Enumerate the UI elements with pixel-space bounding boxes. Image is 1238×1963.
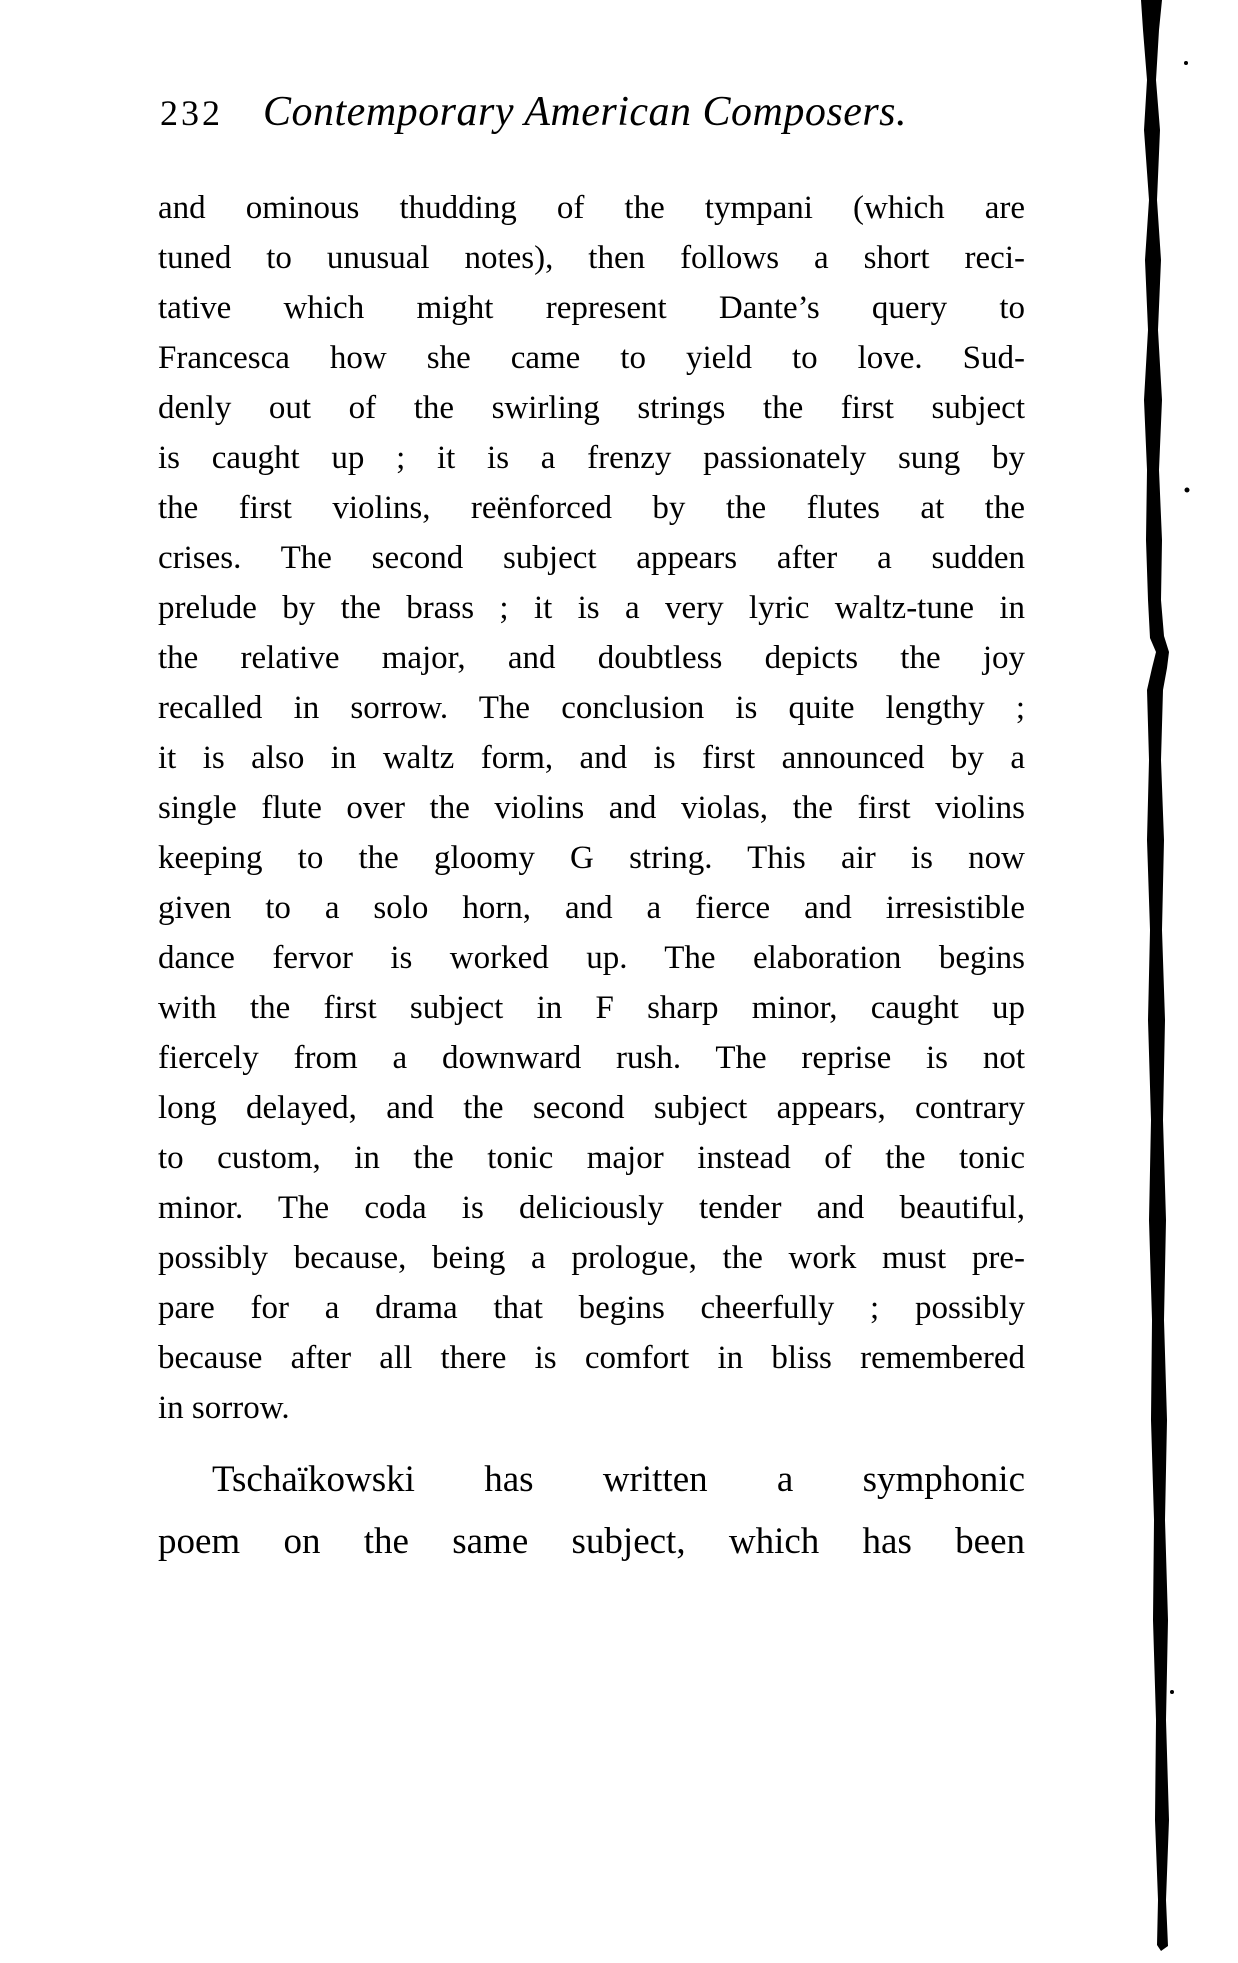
text-line: and ominous thudding of the tympani (which are [158,190,1025,226]
text-line: prelude by the brass ; it is a very lyric waltz-tune in [158,590,1025,626]
text-line: tative which might represent Dante’s query to [158,290,1025,326]
text-line: long delayed, and the second subject appears, contrary [158,1090,1025,1126]
page-number: 232 [160,93,223,133]
text-line: in sorrow. [158,1390,290,1426]
text-line: fiercely from a downward rush. The reprise is not [158,1040,1025,1076]
text-line: because after all there is comfort in bliss remembered [158,1340,1025,1376]
scan-speck [1185,488,1190,493]
text-line: it is also in waltz form, and is first announced by a [158,740,1025,776]
text-line: crises. The second subject appears after a sudden [158,540,1025,576]
text-line: with the first subject in F sharp minor, caught up [158,990,1025,1026]
text-line: the relative major, and doubtless depicts the joy [158,640,1025,676]
scan-speck [1170,1690,1174,1694]
text-line: single flute over the violins and violas, the first violins [158,790,1025,826]
text-line: to custom, in the tonic major instead of the tonic [158,1140,1025,1176]
text-line: tuned to unusual notes), then follows a short reci- [158,240,1025,276]
text-line: given to a solo horn, and a fierce and irresistible [158,890,1025,926]
text-line: denly out of the swirling strings the first subject [158,390,1025,426]
text-line: is caught up ; it is a frenzy passionately sung by [158,440,1025,476]
text-line: keeping to the gloomy G string. This air is now [158,840,1025,876]
text-line: dance fervor is worked up. The elaboration begins [158,940,1025,976]
closing-paragraph [158,1449,1025,1573]
running-head [160,88,1025,136]
text-line: recalled in sorrow. The conclusion is quite lengthy ; [158,690,1025,726]
text-line: Tschaïkowski has written a symphonic [212,1459,1025,1500]
text-line: possibly because, being a prologue, the work must pre- [158,1240,1025,1276]
main-paragraph [158,183,1025,1433]
text-line: the first violins, reënforced by the flutes at the [158,490,1025,526]
text-line: Francesca how she came to yield to love. Sud- [158,340,1025,376]
text-line: pare for a drama that begins cheerfully ; possibly [158,1290,1025,1326]
text-line: minor. The coda is deliciously tender and beautiful, [158,1190,1025,1226]
chapter-title: Contemporary American Composers. [263,89,908,135]
scan-speck [1184,61,1188,65]
text-line: poem on the same subject, which has been [158,1521,1025,1562]
